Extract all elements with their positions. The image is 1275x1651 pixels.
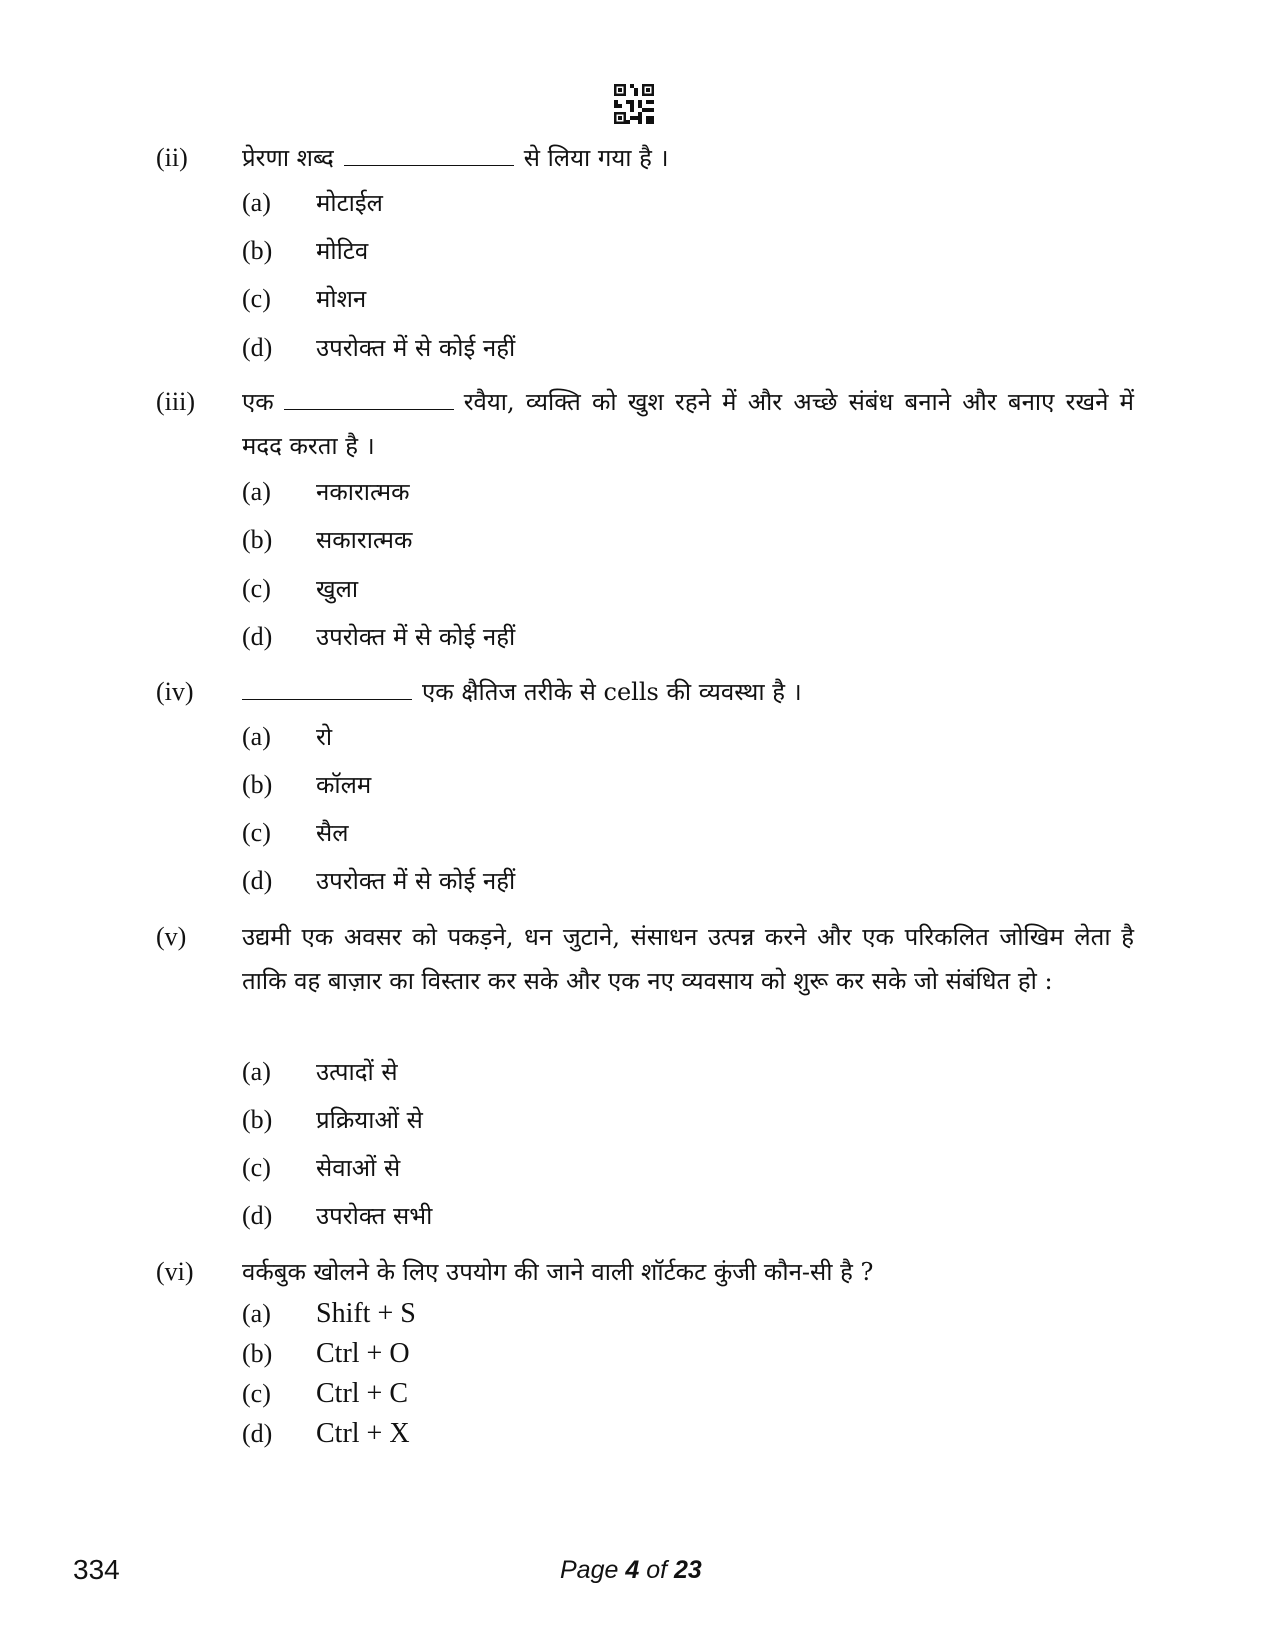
question-number: (iii) — [156, 387, 195, 416]
question-number: (vi) — [156, 1257, 194, 1286]
answer-blank — [344, 143, 514, 166]
page-number: Page 4 of 23 — [560, 1556, 702, 1584]
paper-code: 334 — [73, 1554, 120, 1585]
question-text: प्रेरणा शब्द से लिया गया है । — [242, 144, 669, 172]
question-text: उद्यमी एक अवसर को पकड़ने, धन जुटाने, संसाधन उत्पन्न करने और एक परिकलित जोखिम लेता है ताकि वह बाज़ार का विस्तार कर सके और एक नए व्यवसाय को शुरू कर सके जो संबंधित हो : — [242, 923, 1134, 995]
question-number: (ii) — [156, 143, 188, 172]
answer-blank — [242, 677, 412, 700]
question-number: (iv) — [156, 677, 194, 706]
answer-blank — [284, 387, 454, 410]
question-text: वर्कबुक खोलने के लिए उपयोग की जाने वाली शॉर्टकट कुंजी कौन-सी है ? — [242, 1258, 874, 1286]
qr-code — [614, 84, 654, 124]
question-text: एक रवैया, व्यक्ति को खुश रहने में और अच्छे संबंध बनाने और बनाए रखने में मदद करता है । — [242, 388, 1134, 460]
question-number: (v) — [156, 922, 187, 951]
question-text: एक क्षैतिज तरीके से cells की व्यवस्था है । — [242, 670, 1134, 714]
